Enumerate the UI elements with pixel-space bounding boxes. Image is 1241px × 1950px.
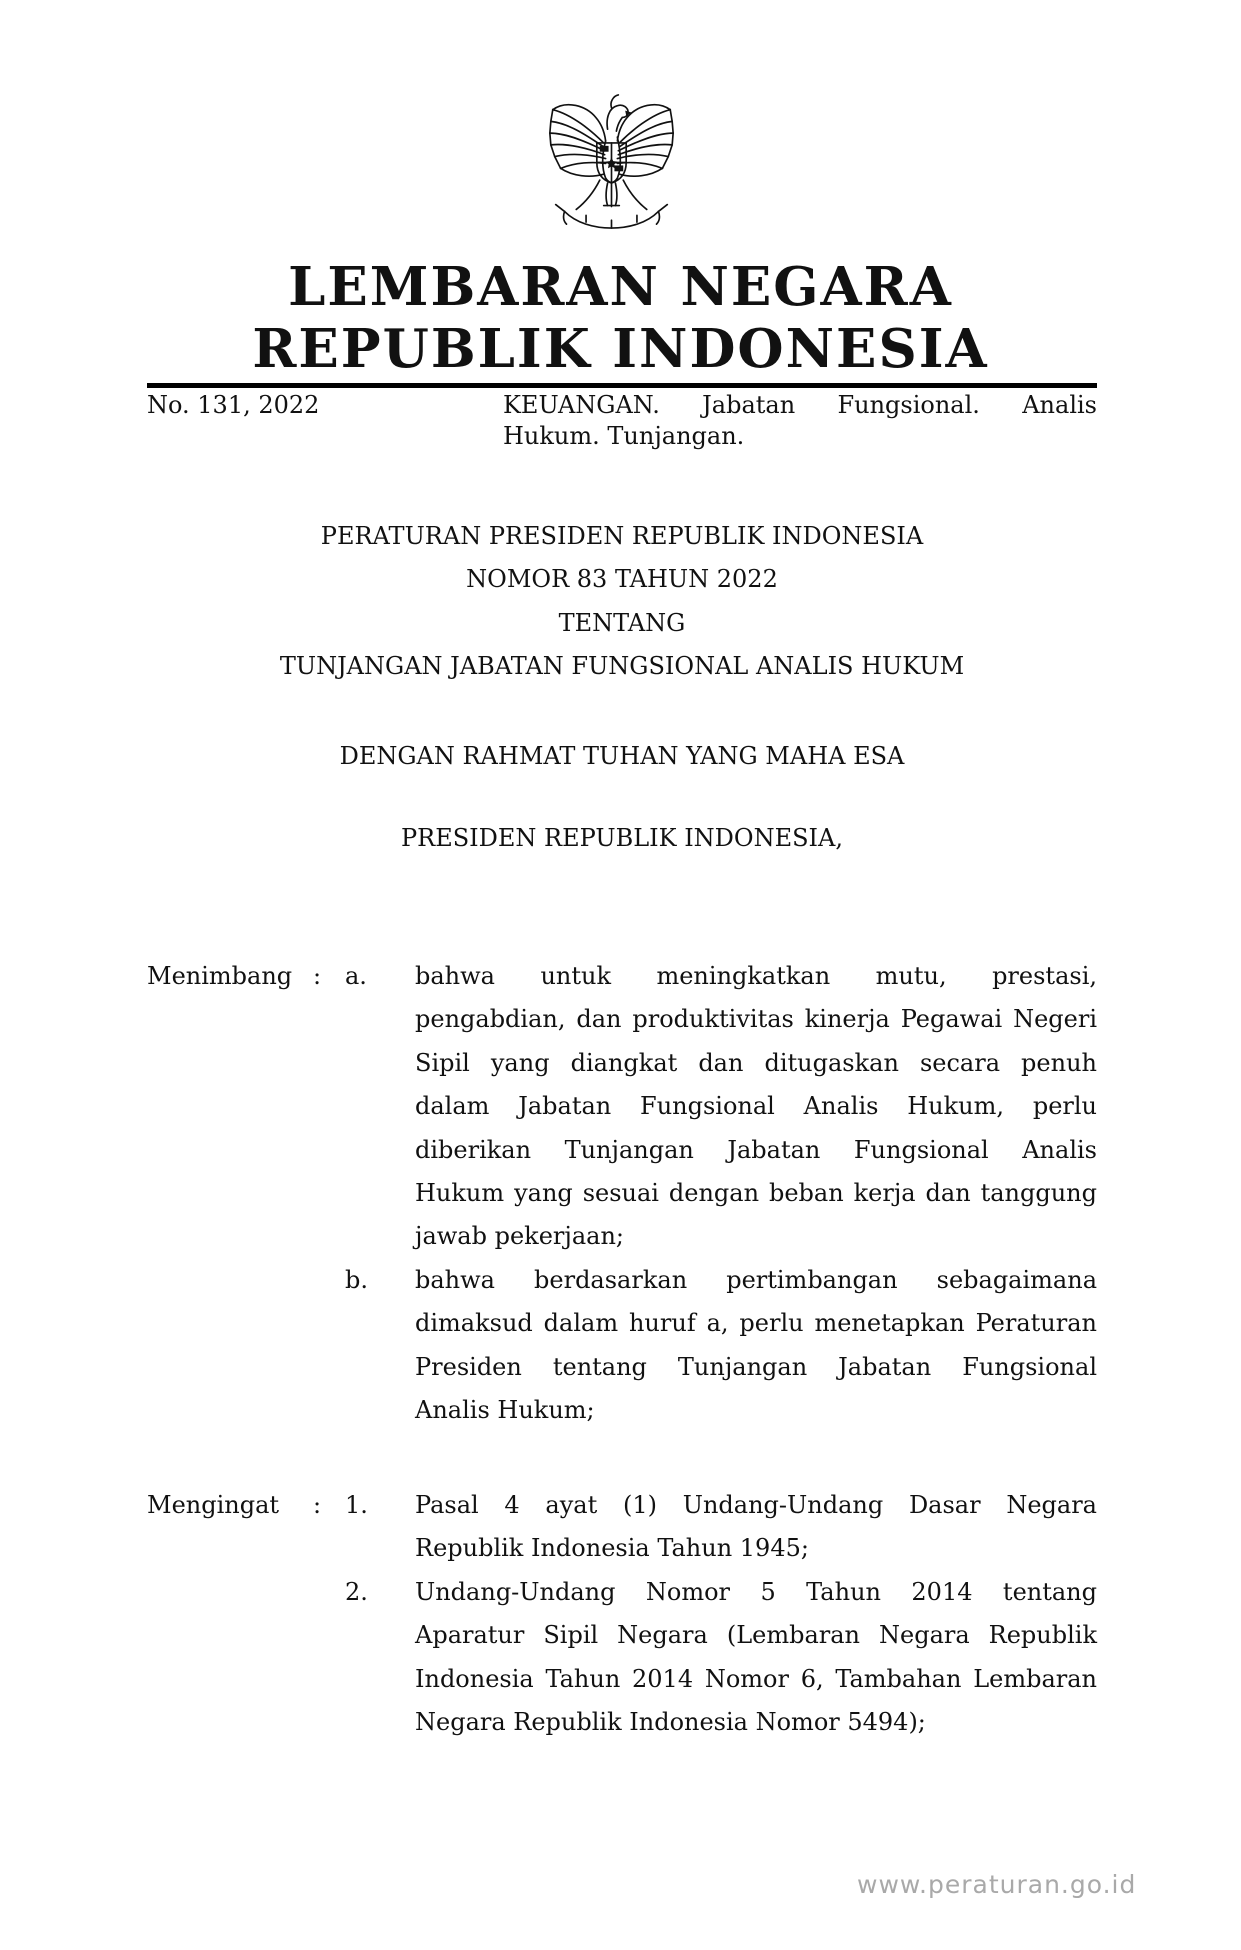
- masthead-title-line1: LEMBARAN NEGARA: [288, 256, 953, 318]
- regulation-title-line4: TUNJANGAN JABATAN FUNGSIONAL ANALIS HUKUM: [279, 652, 965, 681]
- item-paragraph: [415, 1571, 1097, 1745]
- item-marker: 2.: [345, 1577, 368, 1606]
- section-colon: :: [313, 1491, 322, 1519]
- paragraph-line: pengabdian, dan produktivitas kinerja Pegawai Negeri: [415, 1005, 1097, 1034]
- paragraph-line: Aparatur Sipil Negara (Lembaran Negara Republik: [415, 1621, 1097, 1650]
- paragraph-line: bahwa berdasarkan pertimbangan sebagaimana: [415, 1265, 1097, 1294]
- paragraph-line: Undang-Undang Nomor 5 Tahun 2014 tentang: [415, 1577, 1097, 1606]
- paragraph-line: Indonesia Tahun 2014 Nomor 6, Tambahan Lembaran: [415, 1664, 1097, 1693]
- masthead-title: [0, 256, 1241, 380]
- issue-subject-line: KEUANGAN. Jabatan Fungsional. Analis: [503, 391, 1097, 419]
- menimbang-section: [147, 955, 1097, 1432]
- regulation-title-line1: PERATURAN PRESIDEN REPUBLIK INDONESIA: [320, 522, 924, 550]
- masthead-divider-rule: [147, 383, 1097, 388]
- issue-subject: [503, 390, 1097, 452]
- garuda-pancasila-emblem: [543, 86, 680, 238]
- regulation-title-line2: NOMOR 83 TAHUN 2022: [466, 565, 778, 594]
- regulation-headings: [147, 515, 1097, 860]
- issue-row: [147, 390, 1097, 452]
- paragraph-line: bahwa untuk meningkatkan mutu, prestasi,: [415, 962, 1097, 990]
- paragraph-line: Hukum yang sesuai dengan beban kerja dan tanggung: [415, 1179, 1097, 1208]
- item-marker: a.: [345, 962, 367, 990]
- paragraph-line: Pasal 4 ayat (1) Undang-Undang Dasar Negara: [415, 1491, 1097, 1519]
- issue-subject-line: Hukum. Tunjangan.: [503, 422, 745, 450]
- item-marker: 1.: [345, 1491, 368, 1519]
- section-label: Menimbang: [147, 962, 293, 990]
- section-label: Mengingat: [147, 1491, 280, 1519]
- mengingat-section: [147, 1484, 1097, 1744]
- paragraph-line: Analis Hukum;: [415, 1396, 595, 1425]
- paragraph-line: Republik Indonesia Tahun 1945;: [415, 1534, 809, 1563]
- paragraph-line: dimaksud dalam huruf a, perlu menetapkan Peraturan: [415, 1309, 1097, 1338]
- paragraph-line: diberikan Tunjangan Jabatan Fungsional Analis: [415, 1135, 1097, 1164]
- paragraph-line: Sipil yang diangkat dan ditugaskan secara penuh: [415, 1048, 1097, 1077]
- item-marker: b.: [345, 1265, 368, 1294]
- regulation-title-line3: TENTANG: [558, 608, 686, 637]
- section-colon: :: [313, 962, 322, 990]
- item-paragraph: [415, 1259, 1097, 1433]
- invocation-line: DENGAN RAHMAT TUHAN YANG MAHA ESA: [339, 741, 905, 770]
- watermark: www.peraturan.go.id: [857, 1870, 1137, 1899]
- paragraph-line: jawab pekerjaan;: [415, 1222, 624, 1251]
- paragraph-line: Presiden tentang Tunjangan Jabatan Fungsional: [415, 1352, 1097, 1381]
- authority-line: PRESIDEN REPUBLIK INDONESIA,: [400, 824, 843, 853]
- paragraph-line: dalam Jabatan Fungsional Analis Hukum, perlu: [415, 1092, 1097, 1121]
- item-paragraph: [415, 955, 1097, 1259]
- item-paragraph: [415, 1484, 1097, 1571]
- masthead-title-line2: REPUBLIK INDONESIA: [252, 318, 989, 380]
- paragraph-line: Negara Republik Indonesia Nomor 5494);: [415, 1708, 926, 1737]
- issue-number: No. 131, 2022: [147, 391, 320, 419]
